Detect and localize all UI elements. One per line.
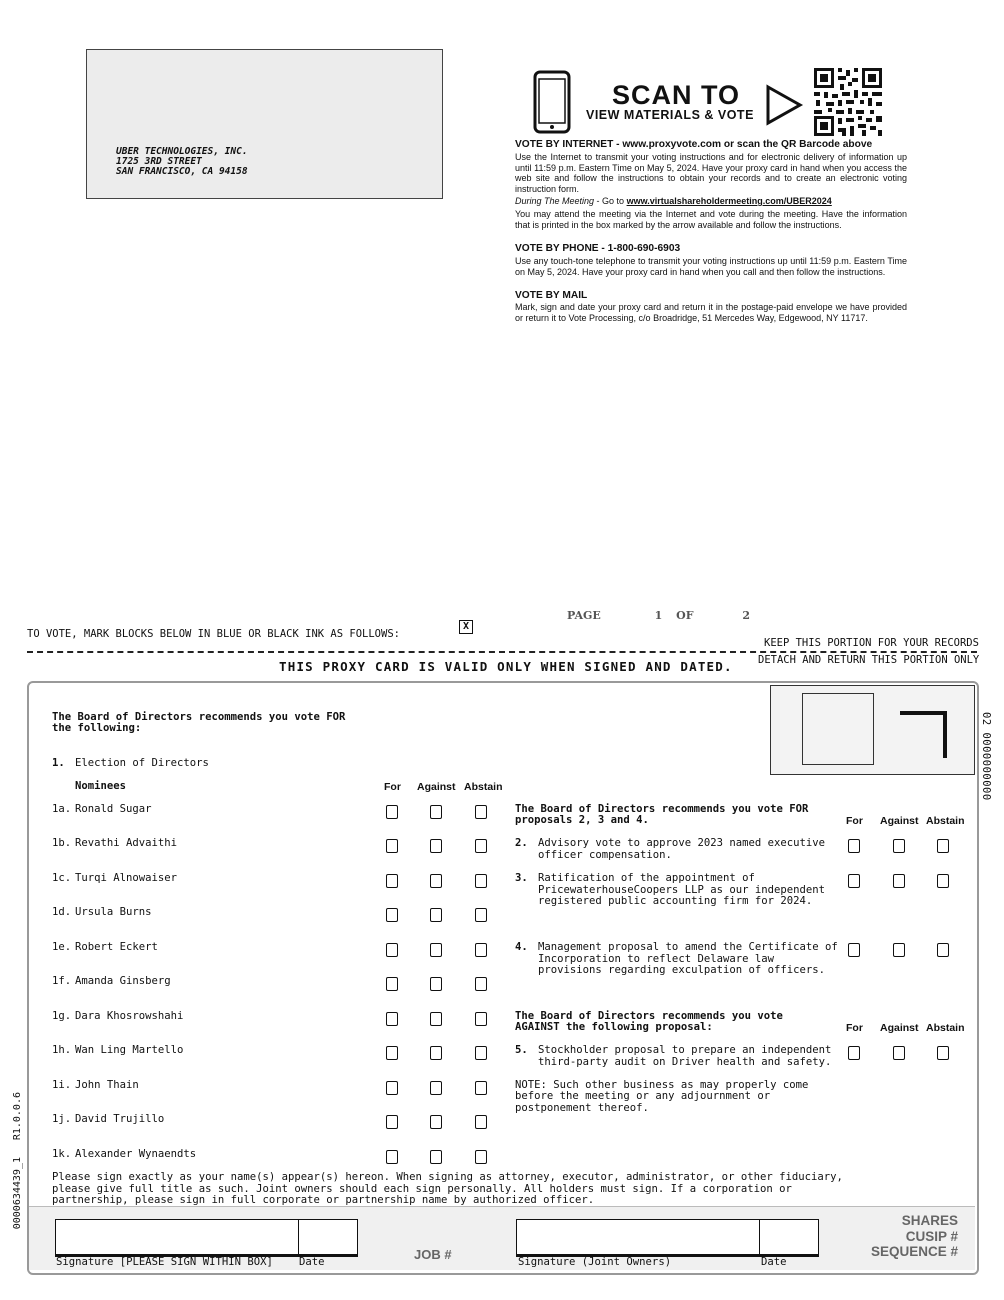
nominee-abstain-checkbox[interactable]	[475, 1012, 487, 1026]
note-line3: postponement thereof.	[515, 1102, 649, 1114]
vote-phone-text: Use any touch-tone telephone to transmit your voting instructions up until 11:59 p.m. Eastern Time on May 5, 2024. Have your proxy card in hand when you call and then follow the instructions.	[515, 256, 907, 277]
nominee-number: 1f.	[52, 975, 72, 987]
side-code: 02 0000000000	[980, 712, 992, 801]
vote-internet-text: Use the Internet to transmit your voting instructions and for electronic delivery of information up until 11:59 p.m. Eastern Time on May 5, 2024. Have your proxy card in hand when you access the web site and follow the instructions to obtain your records and to create an electronic voting instruction form.	[515, 152, 907, 194]
cusip-label: CUSIP #	[905, 1228, 958, 1244]
election-number: 1.	[52, 757, 65, 769]
control-number-box	[770, 685, 975, 775]
proposal-number: 2.	[515, 837, 528, 849]
proposal-for-checkbox[interactable]	[848, 839, 860, 853]
sequence-label: SEQUENCE #	[870, 1244, 958, 1259]
nominee-for-checkbox[interactable]	[386, 874, 398, 888]
note-line1: NOTE: Such other business as may properly come	[515, 1079, 809, 1091]
vote-internet-title: VOTE BY INTERNET - www.proxyvote.com or scan the QR Barcode above	[515, 139, 873, 150]
nominee-against-checkbox[interactable]	[430, 1046, 442, 1060]
meeting-prefix: During The Meeting	[515, 196, 595, 206]
nominee-name: John Thain	[75, 1079, 139, 1091]
control-number-inner	[802, 693, 874, 765]
nominee-against-checkbox[interactable]	[430, 977, 442, 991]
margin-code-1: 0000634439_1	[12, 1157, 23, 1230]
proposal-text: provisions regarding exculpation of officers.	[538, 964, 826, 976]
nominee-number: 1i.	[52, 1079, 72, 1091]
proposal-text: PricewaterhouseCoopers LLP as our independent	[538, 883, 826, 896]
vote-mail-text: Mark, sign and date your proxy card and return it in the postage-paid envelope we have provided or return it to Vote Processing, c/o Broadridge, 51 Mercedes Way, Edgewood, NY 11717.	[515, 302, 907, 323]
nominee-name: Ronald Sugar	[75, 803, 152, 815]
col-abstain-header: Abstain	[464, 781, 503, 793]
nominee-name: Dara Khosrowshahi	[75, 1010, 184, 1022]
nominee-name: Revathi Advaithi	[75, 837, 178, 849]
col-abstain-header-2: Abstain	[926, 815, 965, 827]
note-line2: before the meeting or any adjournment or	[515, 1090, 771, 1102]
nominee-for-checkbox[interactable]	[386, 908, 398, 922]
nominee-abstain-checkbox[interactable]	[475, 943, 487, 957]
nominee-for-checkbox[interactable]	[386, 805, 398, 819]
joint-signature-box[interactable]	[516, 1219, 761, 1257]
joint-signature-label: Signature (Joint Owners)	[518, 1256, 672, 1268]
nominee-number: 1b.	[52, 837, 72, 849]
smartphone-icon	[533, 70, 573, 134]
tear-line	[27, 651, 977, 653]
shares-cusip-sequence	[846, 1213, 958, 1260]
proposal-abstain-checkbox[interactable]	[937, 839, 949, 853]
proposal-for-checkbox[interactable]	[848, 943, 860, 957]
nominee-against-checkbox[interactable]	[430, 1081, 442, 1095]
proposal-against-checkbox[interactable]	[893, 1046, 905, 1060]
proposal-number: 4.	[515, 941, 528, 953]
nominee-abstain-checkbox[interactable]	[475, 1046, 487, 1060]
sign-instr-line2: please give full title as such. Joint owners should each sign personally. All holders must sign. If a corporation or	[52, 1183, 792, 1195]
address-window	[86, 49, 443, 199]
corner-arrow-icon	[900, 711, 947, 758]
nominee-number: 1e.	[52, 941, 72, 953]
nominee-abstain-checkbox[interactable]	[475, 908, 487, 922]
page-label: PAGE	[567, 609, 601, 622]
proposal-against-checkbox[interactable]	[893, 943, 905, 957]
recommend-against-line1: The Board of Directors recommends you vote	[515, 1010, 783, 1022]
nominee-number: 1c.	[52, 872, 72, 884]
col-against-header-2: Against	[880, 815, 919, 827]
nominee-number: 1j.	[52, 1113, 72, 1125]
joint-date-label: Date	[761, 1256, 787, 1268]
proposal-text: Management proposal to amend the Certificate of	[538, 941, 838, 953]
mark-example-checkbox: X	[459, 620, 473, 634]
nominee-for-checkbox[interactable]	[386, 1150, 398, 1164]
nominee-for-checkbox[interactable]	[386, 943, 398, 957]
keep-records-label: KEEP THIS PORTION FOR YOUR RECORDS	[764, 637, 979, 649]
nominee-against-checkbox[interactable]	[430, 908, 442, 922]
proposal-text: Incorporation to reflect Delaware law	[538, 952, 774, 965]
page-indicator	[567, 609, 750, 622]
meeting-mid: - Go to	[594, 196, 627, 206]
nominee-against-checkbox[interactable]	[430, 874, 442, 888]
nominee-against-checkbox[interactable]	[430, 943, 442, 957]
address-line-2: 1725 3RD STREET	[116, 156, 202, 167]
proposal-against-checkbox[interactable]	[893, 874, 905, 888]
date-box[interactable]	[298, 1219, 358, 1257]
nominee-against-checkbox[interactable]	[430, 1012, 442, 1026]
nominee-for-checkbox[interactable]	[386, 1115, 398, 1129]
of-label: OF	[676, 609, 694, 622]
nominee-name: Ursula Burns	[75, 906, 152, 918]
sign-instr-line1: Please sign exactly as your name(s) appear(s) hereon. When signing as attorney, executor, administrator, or other fiduciary,	[52, 1171, 843, 1183]
nominee-number: 1d.	[52, 906, 72, 918]
col-for-header-3: For	[846, 1022, 863, 1034]
election-label: Election of Directors	[75, 757, 209, 769]
proposal-text: third-party audit on Driver health and safety.	[538, 1055, 832, 1068]
address-line-1: UBER TECHNOLOGIES, INC.	[116, 146, 248, 157]
page-number: 1	[654, 609, 663, 622]
meeting-line	[515, 196, 907, 207]
joint-date-box[interactable]	[759, 1219, 819, 1257]
play-arrow-icon	[764, 84, 804, 126]
recommend-2-4-line1: The Board of Directors recommends you vote FOR	[515, 803, 809, 815]
signature-box[interactable]	[55, 1219, 300, 1257]
mark-instructions: TO VOTE, MARK BLOCKS BELOW IN BLUE OR BLACK INK AS FOLLOWS:	[27, 628, 400, 640]
nominee-name: Turqi Alnowaiser	[75, 872, 178, 884]
nominee-for-checkbox[interactable]	[386, 1081, 398, 1095]
nominee-name: Robert Eckert	[75, 941, 158, 953]
nominee-abstain-checkbox[interactable]	[475, 1081, 487, 1095]
proposal-abstain-checkbox[interactable]	[937, 943, 949, 957]
nominee-abstain-checkbox[interactable]	[475, 805, 487, 819]
job-label: JOB #	[414, 1247, 452, 1262]
signature-label: Signature [PLEASE SIGN WITHIN BOX]	[56, 1256, 273, 1268]
page-total: 2	[742, 609, 751, 622]
nominee-name: Amanda Ginsberg	[75, 975, 171, 987]
margin-code-2: R1.0.0.6	[12, 1092, 23, 1141]
nominee-abstain-checkbox[interactable]	[475, 977, 487, 991]
nominee-against-checkbox[interactable]	[430, 805, 442, 819]
nominee-number: 1h.	[52, 1044, 72, 1056]
recommend-2-4-line2: proposals 2, 3 and 4.	[515, 814, 649, 826]
col-for-header-2: For	[846, 815, 863, 827]
date-label: Date	[299, 1256, 325, 1268]
proposal-for-checkbox[interactable]	[848, 1046, 860, 1060]
col-against-header-3: Against	[880, 1022, 919, 1034]
meeting-text: You may attend the meeting via the Internet and vote during the meeting. Have the information that is printed in the box marked by the arrow available and follow the instructions.	[515, 209, 907, 230]
nominee-abstain-checkbox[interactable]	[475, 1150, 487, 1164]
nominee-for-checkbox[interactable]	[386, 977, 398, 991]
recommend-for-line1: The Board of Directors recommends you vote FOR	[52, 711, 346, 723]
proposal-abstain-checkbox[interactable]	[937, 874, 949, 888]
nominee-name: David Trujillo	[75, 1113, 165, 1125]
vote-phone-title: VOTE BY PHONE - 1-800-690-6903	[515, 243, 681, 254]
recommend-against-line2: AGAINST the following proposal:	[515, 1021, 713, 1033]
valid-notice: THIS PROXY CARD IS VALID ONLY WHEN SIGNED AND DATED.	[279, 659, 733, 674]
nominee-number: 1a.	[52, 803, 72, 815]
proposal-number: 3.	[515, 872, 528, 884]
nominee-name: Wan Ling Martello	[75, 1044, 184, 1056]
nominee-number: 1k.	[52, 1148, 72, 1160]
proposal-text: Stockholder proposal to prepare an independent	[538, 1044, 832, 1056]
nominee-against-checkbox[interactable]	[430, 1115, 442, 1129]
address-line-3: SAN FRANCISCO, CA 94158	[116, 166, 248, 177]
proposal-against-checkbox[interactable]	[893, 839, 905, 853]
scan-title: SCAN TO	[612, 80, 741, 110]
vote-mail-title: VOTE BY MAIL	[515, 290, 588, 301]
meeting-url-link[interactable]: www.virtualshareholdermeeting.com/UBER2024	[626, 196, 832, 206]
nominee-abstain-checkbox[interactable]	[475, 1115, 487, 1129]
detach-label: DETACH AND RETURN THIS PORTION ONLY	[758, 654, 980, 666]
nominee-against-checkbox[interactable]	[430, 839, 442, 853]
recommend-for-line2: the following:	[52, 722, 142, 734]
scan-subtitle: VIEW MATERIALS & VOTE	[586, 108, 754, 122]
proposal-text: officer compensation.	[538, 848, 672, 861]
shares-label: SHARES	[901, 1213, 958, 1228]
col-against-header: Against	[417, 781, 456, 793]
proposal-number: 5.	[515, 1044, 528, 1056]
proposal-abstain-checkbox[interactable]	[937, 1046, 949, 1060]
sign-instr-line3: partnership, please sign in full corporate or partnership name by authorized officer.	[52, 1194, 595, 1206]
nominee-name: Alexander Wynaendts	[75, 1148, 197, 1160]
proposal-text: Advisory vote to approve 2023 named executive	[538, 837, 826, 849]
nominee-against-checkbox[interactable]	[430, 1150, 442, 1164]
nominee-abstain-checkbox[interactable]	[475, 874, 487, 888]
nominee-for-checkbox[interactable]	[386, 1012, 398, 1026]
nominees-header: Nominees	[75, 780, 127, 792]
nominee-abstain-checkbox[interactable]	[475, 839, 487, 853]
nominee-for-checkbox[interactable]	[386, 839, 398, 853]
col-for-header: For	[384, 781, 401, 793]
nominee-for-checkbox[interactable]	[386, 1046, 398, 1060]
qr-code-icon[interactable]	[814, 68, 882, 136]
proposal-text: Ratification of the appointment of	[538, 872, 755, 884]
nominee-number: 1g.	[52, 1010, 72, 1022]
proposal-text: registered public accounting firm for 2024.	[538, 895, 813, 907]
col-abstain-header-3: Abstain	[926, 1022, 965, 1034]
proposal-for-checkbox[interactable]	[848, 874, 860, 888]
